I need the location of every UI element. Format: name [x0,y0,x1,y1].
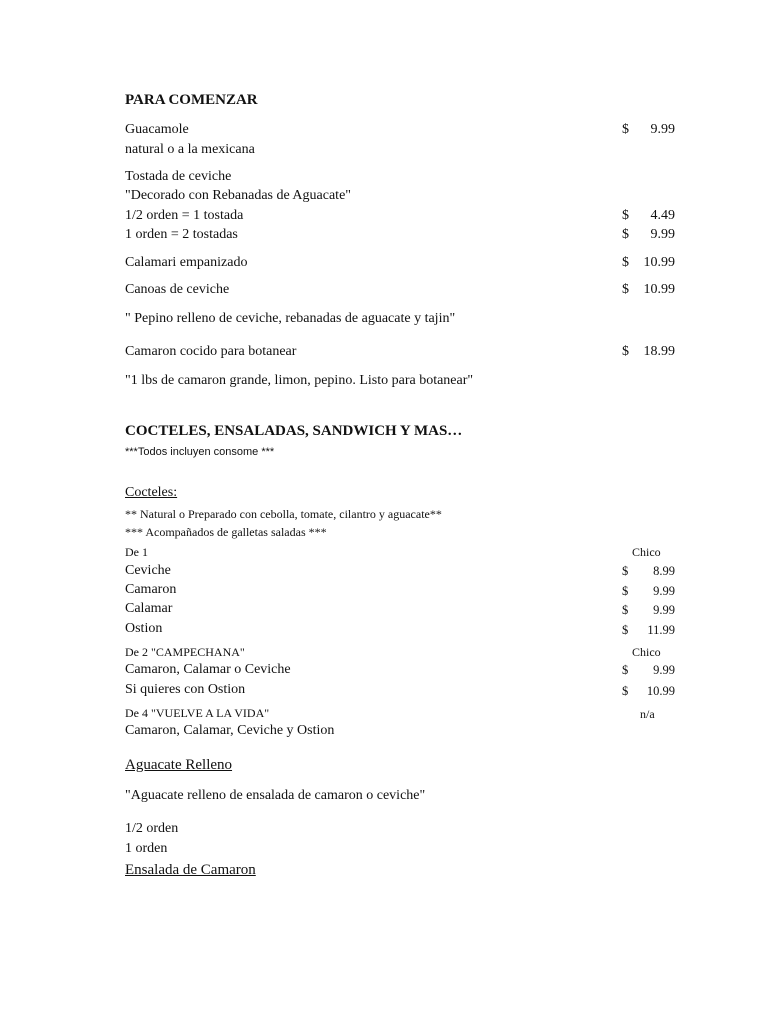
de1-item-price: 8.99 [653,564,675,578]
cocteles-note-galletas: *** Acompañados de galletas saladas *** [125,525,327,539]
de2-size-header: Chico [632,645,661,659]
de4-size-header: n/a [640,707,655,721]
cocteles-heading: Cocteles: [125,485,178,500]
de2-item-price: 9.99 [653,663,675,677]
aguacate-relleno-heading: Aguacate Relleno [125,757,233,773]
currency-symbol: $ [622,684,629,698]
de1-item-price: 9.99 [653,603,675,617]
de1-item-name: Calamar [125,601,173,616]
de2-label: De 2 "CAMPECHANA" [125,645,245,659]
item-tostada-desc: "Decorado con Rebanadas de Aguacate" [125,188,351,203]
item-camaron-cocido-name: Camaron cocido para botanear [125,344,297,359]
item-canoas-desc: " Pepino relleno de ceviche, rebanadas de aguacate y tajin" [125,311,456,326]
de1-item-name: Camaron [125,582,177,597]
de1-item-name: Ceviche [125,563,171,578]
item-camaron-cocido-price: 18.99 [643,344,675,359]
currency-symbol: $ [622,584,629,598]
aguacate-half-orden: 1/2 orden [125,821,179,836]
cocteles-note-natural: ** Natural o Preparado con cebolla, tomate, cilantro y aguacate** [125,507,442,521]
currency-symbol: $ [622,344,629,359]
de2-item-ostion: Si quieres con Ostion [125,682,246,697]
de1-label: De 1 [125,545,148,559]
currency-symbol: $ [622,122,629,137]
currency-symbol: $ [622,282,629,297]
item-calamari-price: 10.99 [643,255,675,270]
de1-item-name: Ostion [125,621,163,636]
item-camaron-cocido-desc: "1 lbs de camaron grande, limon, pepino. Listo para botanear" [125,373,474,388]
de2-item-name: Camaron, Calamar o Ceviche [125,662,291,677]
item-guacamole-price: 9.99 [650,122,675,137]
item-canoas-price: 10.99 [643,282,675,297]
item-tostada-name: Tostada de ceviche [125,169,232,184]
ensalada-camaron-heading: Ensalada de Camaron [125,862,256,878]
de1-item-price: 9.99 [653,584,675,598]
currency-symbol: $ [622,255,629,270]
item-guacamole-desc: natural o a la mexicana [125,142,255,157]
section-title-para-comenzar: PARA COMENZAR [125,92,258,108]
currency-symbol: $ [622,227,629,242]
section-note-consome: ***Todos incluyen consome *** [125,446,275,458]
de4-item-name: Camaron, Calamar, Ceviche y Ostion [125,723,335,738]
currency-symbol: $ [622,564,629,578]
item-tostada-half-price: 4.49 [650,208,675,223]
item-canoas-name: Canoas de ceviche [125,282,230,297]
item-tostada-half: 1/2 orden = 1 tostada [125,208,244,223]
currency-symbol: $ [622,208,629,223]
item-tostada-full-price: 9.99 [650,227,675,242]
item-tostada-full: 1 orden = 2 tostadas [125,227,238,242]
item-guacamole-name: Guacamole [125,122,189,137]
aguacate-relleno-desc: "Aguacate relleno de ensalada de camaron o ceviche" [125,788,426,803]
de1-size-header: Chico [632,545,661,559]
section-title-cocteles: COCTELES, ENSALADAS, SANDWICH Y MAS… [125,423,463,439]
de2-item-ostion-price: 10.99 [646,684,675,698]
currency-symbol: $ [622,663,629,677]
item-calamari-name: Calamari empanizado [125,255,248,270]
de4-label: De 4 "VUELVE A LA VIDA" [125,706,270,720]
currency-symbol: $ [622,623,629,637]
currency-symbol: $ [622,603,629,617]
aguacate-full-orden: 1 orden [125,841,168,856]
de1-item-price: 11.99 [647,623,675,637]
